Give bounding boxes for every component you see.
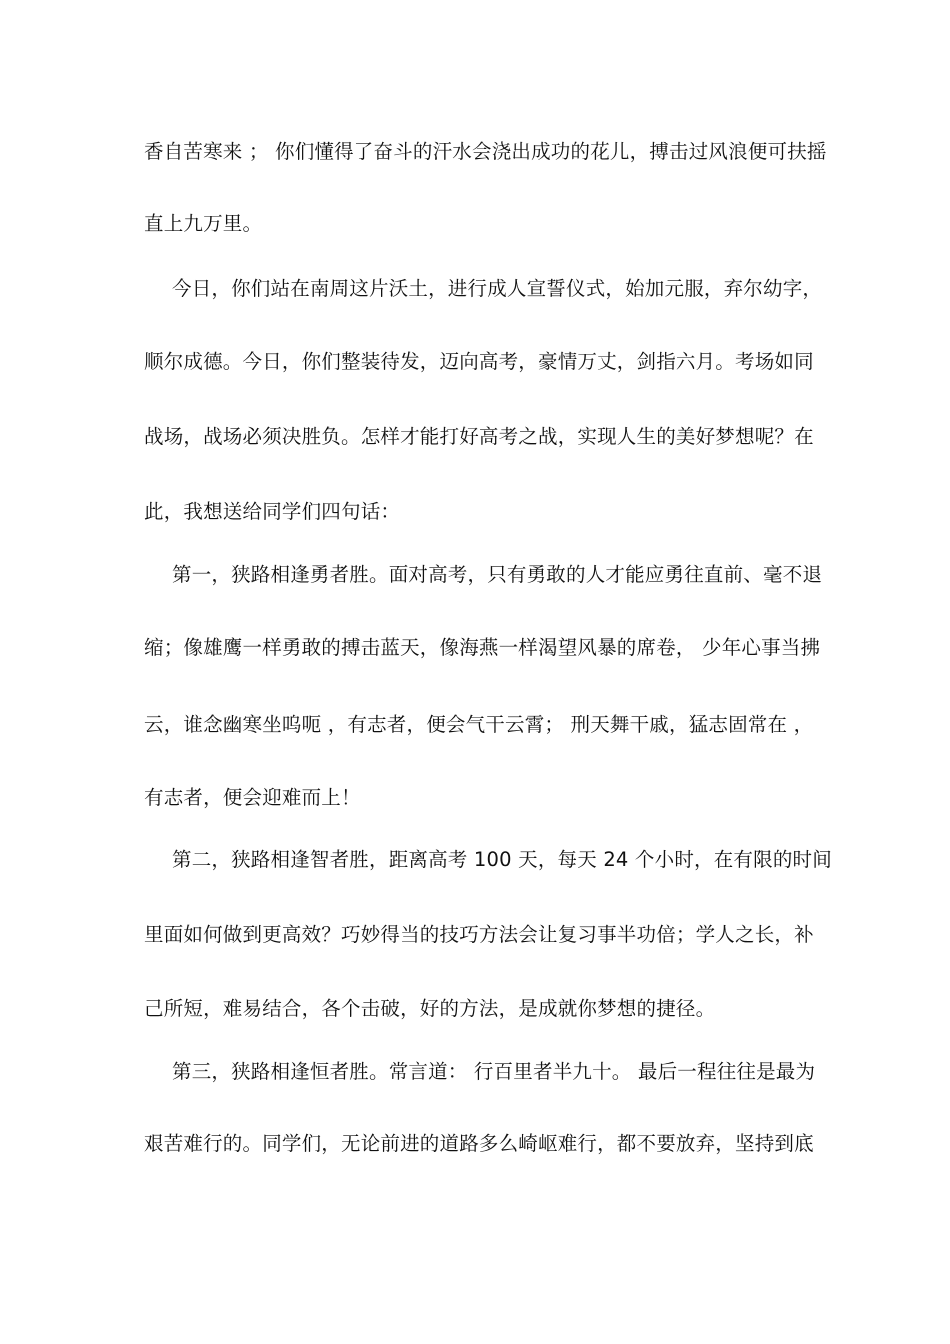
text-line: 里面如何做到更高效？巧妙得当的技巧方法会让复习事半功倍；学人之长，补: [144, 923, 814, 946]
text-line: 缩；像雄鹰一样勇敢的搏击蓝天，像海燕一样渴望风暴的席卷， 少年心事当拂: [144, 636, 821, 659]
text-line: 香自苦寒来 ； 你们懂得了奋斗的汗水会浇出成功的花儿，搏击过风浪便可扶摇: [144, 140, 827, 163]
text-line: 云，谁念幽寒坐呜呃 ，有志者，便会气干云霄； 刑天舞干戚，猛志固常在 ，: [144, 713, 814, 736]
text-line: 战场，战场必须决胜负。怎样才能打好高考之战，实现人生的美好梦想呢？在: [144, 425, 814, 448]
paragraph-start-line: 今日，你们站在南周这片沃土，进行成人宣誓仪式，始加元服，弃尔幼字，: [172, 277, 823, 300]
text-line: 艰苦难行的。同学们，无论前进的道路多么崎岖难行，都不要放弃，坚持到底: [144, 1132, 814, 1155]
paragraph-start-line: 第三，狭路相逢恒者胜。常言道： 行百里者半九十。 最后一程往往是最为: [172, 1060, 816, 1083]
text-line: 有志者，便会迎难而上！: [144, 786, 361, 809]
paragraph-start-line: 第一，狭路相逢勇者胜。面对高考，只有勇敢的人才能应勇往直前、毫不退: [172, 563, 823, 586]
text-line: 此，我想送给同学们四句话：: [144, 500, 401, 523]
text-line: 己所短，难易结合，各个击破，好的方法，是成就你梦想的捷径。: [144, 997, 716, 1020]
text-line: 直上九万里。: [144, 212, 263, 235]
text-line: 顺尔成德。今日，你们整装待发，迈向高考，豪情万丈，剑指六月。考场如同: [144, 350, 814, 373]
paragraph-start-line: 第二，狭路相逢智者胜，距离高考 100 天，每天 24 个小时，在有限的时间: [172, 848, 832, 871]
